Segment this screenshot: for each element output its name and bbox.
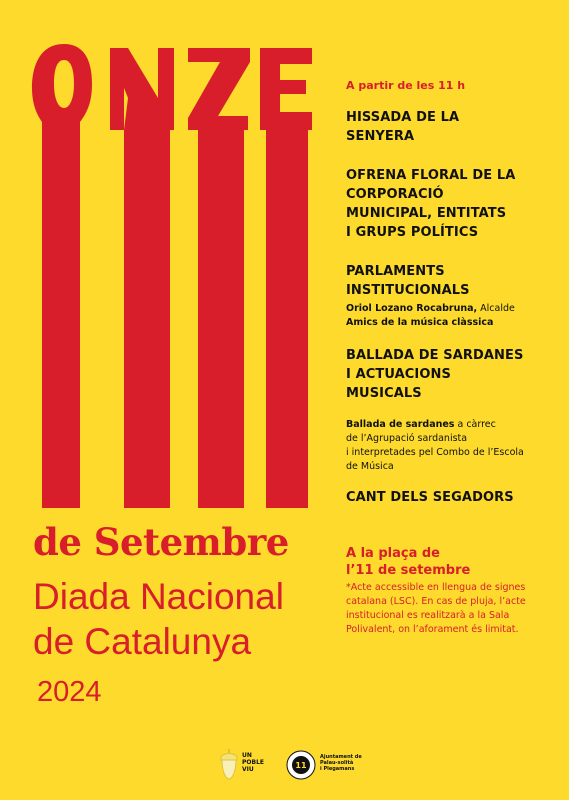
act-flag-raising-line2: SENYERA xyxy=(346,129,415,144)
ajuntament-logo-text xyxy=(320,754,380,772)
event-title-line2: de Catalunya xyxy=(33,621,252,662)
note-line3: institucional es realitzarà a la Sala xyxy=(346,610,510,621)
act-speeches-line1: PARLAMENTS xyxy=(346,264,445,279)
acorn-icon xyxy=(218,748,240,782)
sponsor-logos xyxy=(0,748,569,788)
act-flag-raising-line1: HISSADA DE LA xyxy=(346,110,460,125)
location-line2: l’11 de setembre xyxy=(346,563,471,578)
act-floral-offering-line4: I GRUPS POLÍTICS xyxy=(346,225,479,240)
stripe-e xyxy=(260,48,312,508)
seal-badge-number: 11 xyxy=(295,761,307,770)
poble-line1: UN xyxy=(242,752,252,759)
sardanes-detail-rest: a càrrec xyxy=(454,419,496,430)
speaker-name: Oriol Lozano Rocabruna, xyxy=(346,303,478,314)
act-floral-offering-line2: CORPORACIÓ xyxy=(346,187,444,202)
act-sardanes xyxy=(346,346,561,403)
ajunt-line1: Ajuntament de xyxy=(320,754,362,760)
act-anthem: CANT DELS SEGADORS xyxy=(346,490,514,505)
onze-headline-art xyxy=(28,38,318,520)
speaker-role: Alcalde xyxy=(477,303,515,314)
note-line2: catalana (LSC). En cas de pluja, l’acte xyxy=(346,596,526,607)
act-sardanes-line2: I ACTUACIONS xyxy=(346,367,451,382)
senyera-stripes xyxy=(32,44,312,508)
act-floral-offering-line3: MUNICIPAL, ENTITATS xyxy=(346,206,507,221)
act-speeches xyxy=(346,262,561,300)
start-time: A partir de les 11 h xyxy=(346,79,466,92)
poble-line3: VIU xyxy=(242,766,254,773)
sardanes-detail-line1 xyxy=(346,418,561,432)
stripe-n xyxy=(110,48,174,508)
speaker-line xyxy=(346,302,561,316)
stripe-o xyxy=(32,44,92,508)
note-line1: *Acte accessible en llengua de signes xyxy=(346,582,526,593)
act-floral-offering xyxy=(346,166,561,242)
note-line4: Polivalent, on l’aforament és limitat. xyxy=(346,624,519,635)
act-flag-raising xyxy=(346,108,561,146)
event-year: 2024 xyxy=(37,676,102,708)
music-group: Amics de la música clàssica xyxy=(346,317,494,328)
act-speeches-detail xyxy=(346,302,561,330)
act-floral-offering-line1: OFRENA FLORAL DE LA xyxy=(346,168,516,183)
ajunt-line2: Palau-solità xyxy=(320,760,354,766)
sardanes-detail-line2: de l’Agrupació sardanista xyxy=(346,433,468,444)
location xyxy=(346,545,561,579)
event-title-line1: Diada Nacional xyxy=(33,576,284,617)
accessibility-note xyxy=(346,581,546,637)
event-title xyxy=(33,574,284,664)
poble-viu-logo-text xyxy=(242,752,264,773)
poble-line2: POBLE xyxy=(242,759,264,766)
act-sardanes-line3: MUSICALS xyxy=(346,386,422,401)
act-speeches-line2: INSTITUCIONALS xyxy=(346,283,470,298)
subheadline: de Setembre xyxy=(33,520,289,564)
stripe-z xyxy=(188,48,250,508)
sardanes-detail-line3: i interpretades pel Combo de l’Escola xyxy=(346,447,524,458)
sardanes-detail-bold: Ballada de sardanes xyxy=(346,419,455,430)
sardanes-detail-line4: de Música xyxy=(346,461,394,472)
act-sardanes-detail xyxy=(346,418,561,474)
municipal-seal-icon xyxy=(285,748,317,782)
ajunt-line3: i Plegamans xyxy=(320,766,355,772)
act-sardanes-line1: BALLADA DE SARDANES xyxy=(346,348,524,363)
location-line1: A la plaça de xyxy=(346,546,441,561)
